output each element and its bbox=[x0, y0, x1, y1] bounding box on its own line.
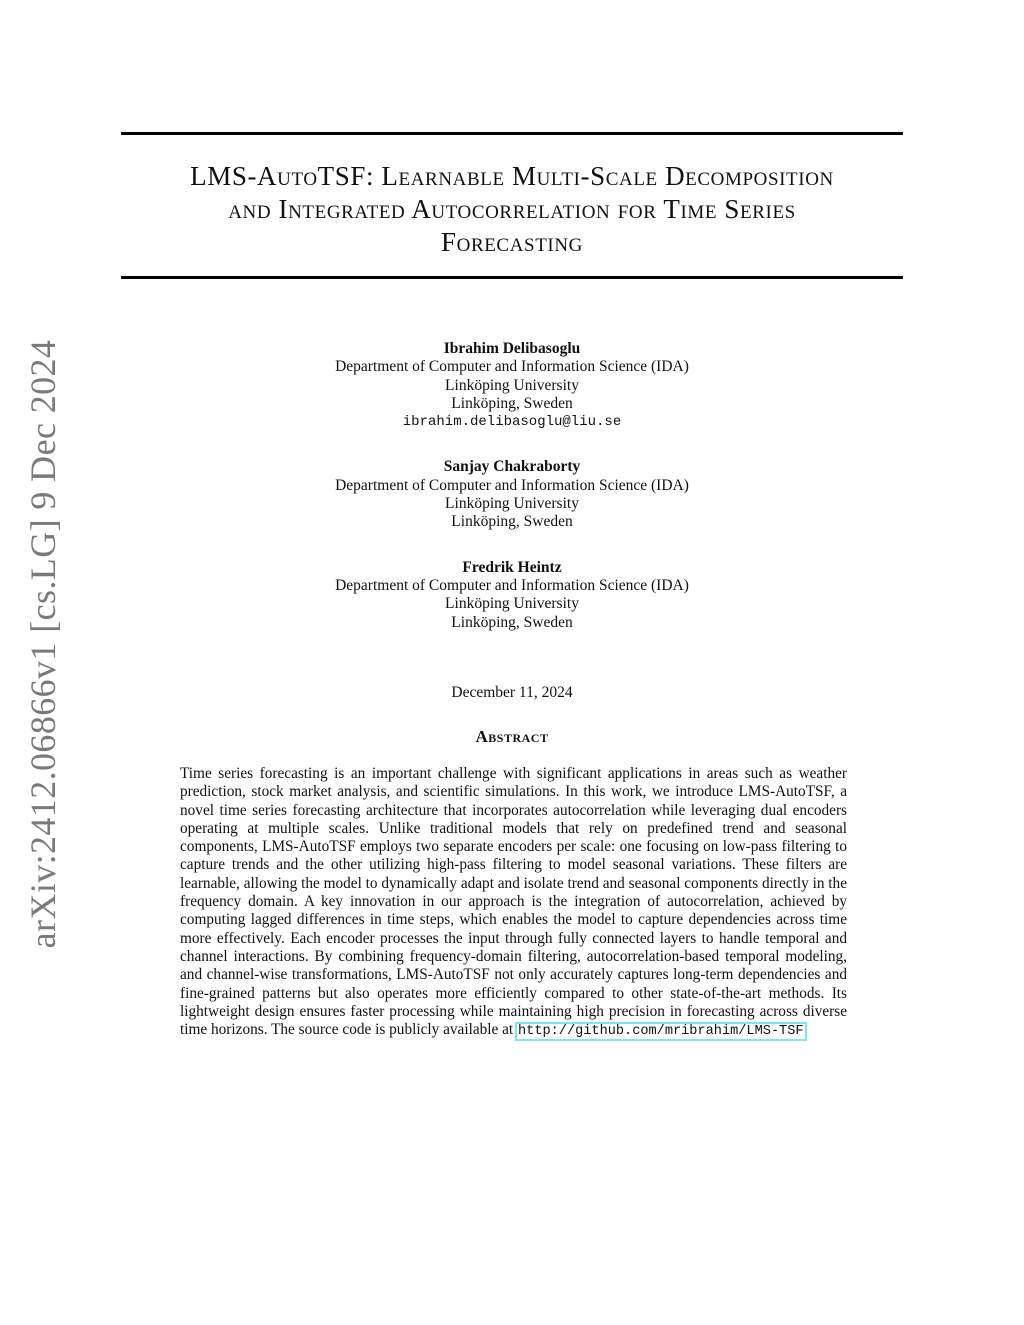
author-location: Linköping, Sweden bbox=[451, 394, 573, 412]
author-university: Linköping University bbox=[445, 376, 579, 394]
paper-title bbox=[110, 160, 914, 259]
author-block bbox=[262, 340, 762, 431]
abstract-heading: Abstract bbox=[475, 727, 549, 746]
title-bottom-rule bbox=[121, 276, 903, 279]
title-line-1: LMS-AutoTSF: Learnable Multi-Scale Decomposition bbox=[190, 161, 834, 191]
author-university: Linköping University bbox=[445, 595, 579, 613]
abstract-text: Time series forecasting is an important challenge with significant applications in areas such as weather prediction, stock market analysis, and scientific simulations. In this work, we introduce LMS-AutoTSF, a novel time series forecasting architecture that incorporates autocorrelation while leveraging dual encoders operating at multiple scales. Unlike traditional models that rely on predefined trend and seasonal components, LMS-AutoTSF employs two separate encoders per scale: one focusing on low-pass filtering to capture trends and the other utilizing high-pass filtering to model seasonal variations. These filters are learnable, allowing the model to dynamically adapt and isolate trend and seasonal components directly in the frequency domain. A key innovation in our approach is the integration of autocorrelation, achieved by computing lagged differences in time steps, which enables the model to capture dependencies across time more effectively. Each encoder processes the input through fully connected layers to handle temporal and channel interactions. By combining frequency-domain filtering, autocorrelation-based temporal modeling, and channel-wise transformations, LMS-AutoTSF not only accurately captures long-term dependencies and fine-grained patterns but also operates more efficiently compared to other state-of-the-art methods. Its lightweight design ensures faster processing while maintaining high precision in forecasting across diverse time horizons. The source code is publicly available at bbox=[180, 765, 847, 1039]
author-department: Department of Computer and Information Science (IDA) bbox=[335, 358, 689, 376]
author-block bbox=[262, 458, 762, 531]
title-top-rule bbox=[121, 132, 903, 135]
author-block bbox=[262, 559, 762, 632]
author-email[interactable]: ibrahim.delibasoglu@liu.se bbox=[402, 414, 622, 431]
author-list bbox=[262, 340, 762, 659]
author-location: Linköping, Sweden bbox=[451, 513, 573, 531]
publication-date: December 11, 2024 bbox=[451, 684, 573, 701]
author-name: Sanjay Chakraborty bbox=[443, 458, 581, 476]
author-department: Department of Computer and Information Science (IDA) bbox=[335, 576, 689, 594]
title-line-3: Forecasting bbox=[441, 227, 583, 257]
author-department: Department of Computer and Information Science (IDA) bbox=[335, 476, 689, 494]
author-name: Ibrahim Delibasoglu bbox=[443, 340, 581, 357]
arxiv-identifier-stamp: arXiv:2412.06866v1 [cs.LG] 9 Dec 2024 bbox=[23, 339, 63, 949]
title-line-2: and Integrated Autocorrelation for Time Series bbox=[228, 194, 796, 224]
author-name: Fredrik Heintz bbox=[462, 558, 562, 576]
author-university: Linköping University bbox=[445, 495, 579, 513]
source-code-link[interactable]: http://github.com/mribrahim/LMS-TSF bbox=[518, 1024, 804, 1040]
abstract-body bbox=[180, 765, 847, 1041]
author-location: Linköping, Sweden bbox=[451, 613, 573, 631]
